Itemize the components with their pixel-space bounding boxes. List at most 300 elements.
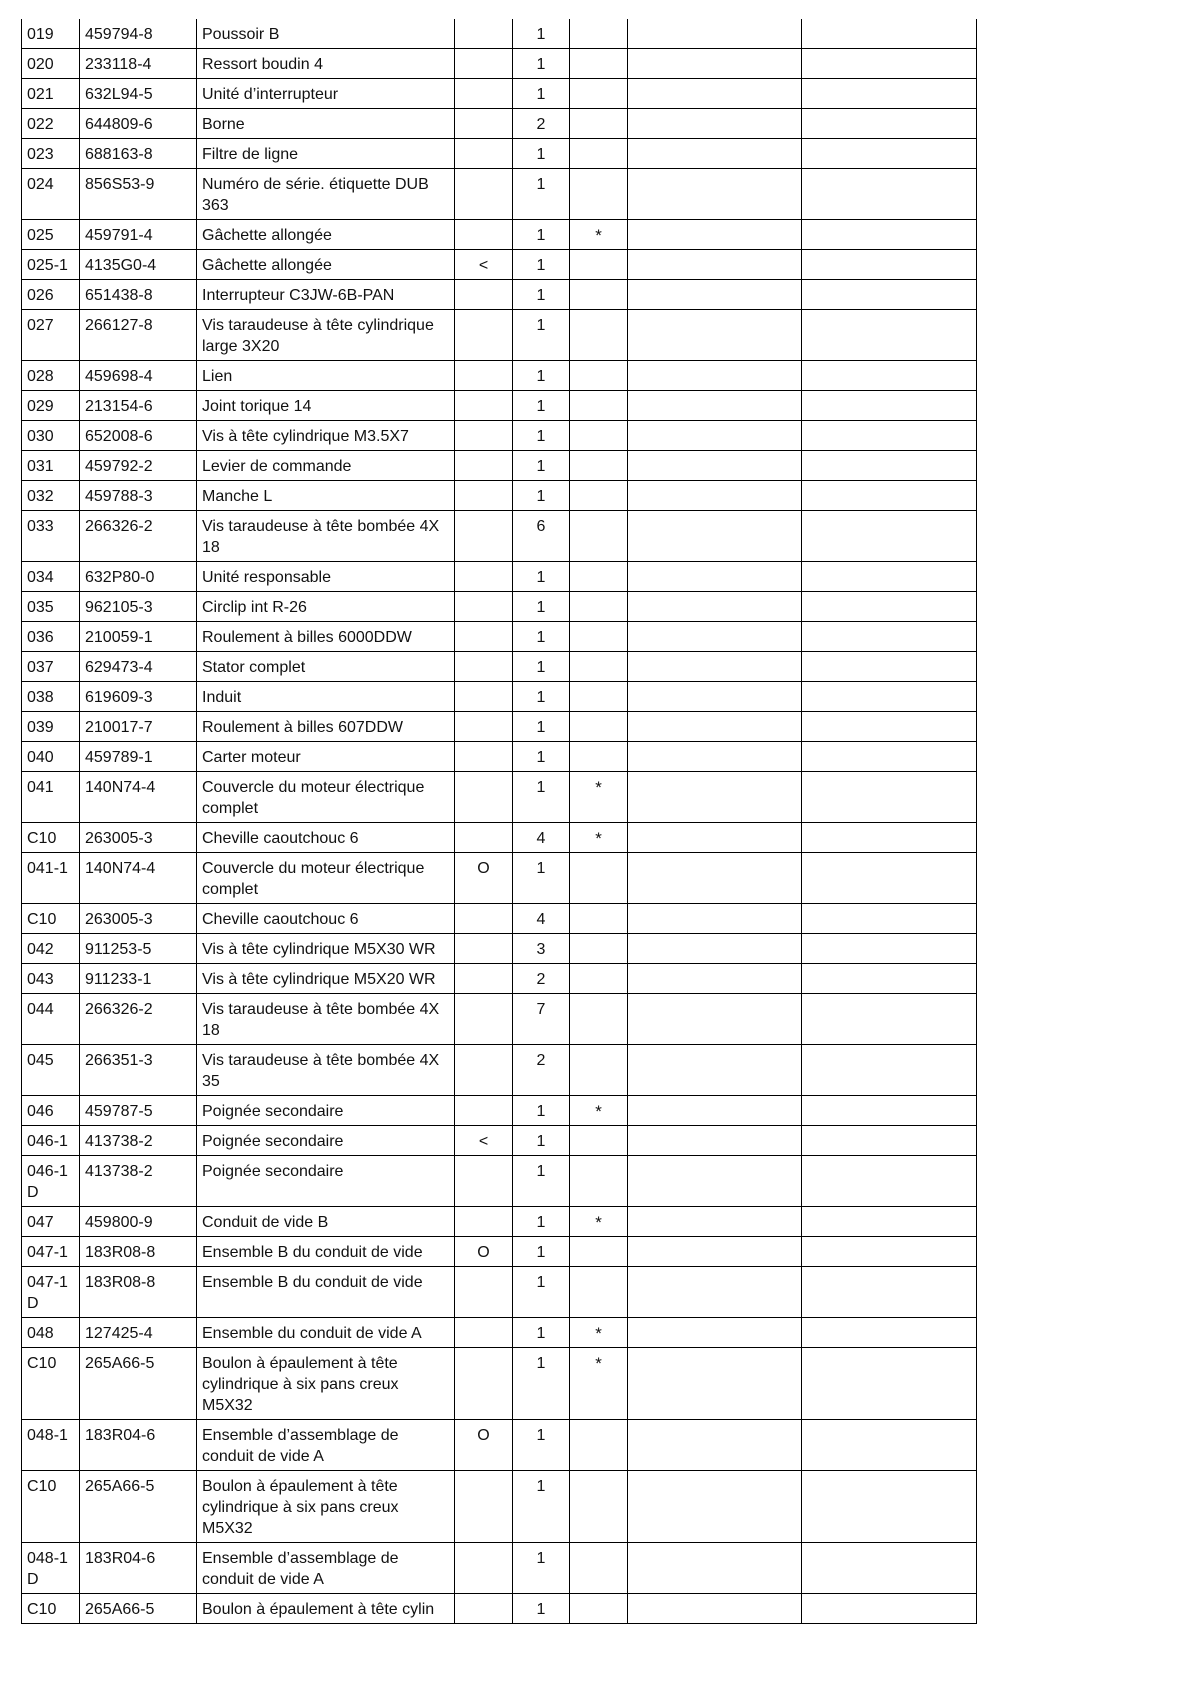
- quantity-cell: 1: [513, 1471, 570, 1543]
- item-number-cell: 028: [22, 361, 80, 391]
- note-mark-cell: [570, 49, 628, 79]
- blank-cell: [628, 1267, 802, 1318]
- blank-cell: [628, 280, 802, 310]
- note-mark-cell: [570, 1471, 628, 1543]
- blank-cell: [628, 1156, 802, 1207]
- blank-cell: [628, 220, 802, 250]
- table-row: [22, 853, 977, 904]
- blank-cell: [802, 421, 977, 451]
- change-code-cell: [455, 772, 513, 823]
- blank-cell: [802, 451, 977, 481]
- part-number-cell: 459794-8: [80, 19, 197, 49]
- blank-cell: [802, 823, 977, 853]
- blank-cell: [802, 994, 977, 1045]
- description-cell: Boulon à épaulement à tête cylin: [197, 1594, 455, 1624]
- item-number-cell: 046: [22, 1096, 80, 1126]
- change-code-cell: [455, 964, 513, 994]
- blank-cell: [802, 1594, 977, 1624]
- item-number-cell: 036: [22, 622, 80, 652]
- description-cell: Boulon à épaulement à tête cylindrique à six pans creux M5X32: [197, 1348, 455, 1420]
- description-cell: Ensemble B du conduit de vide: [197, 1237, 455, 1267]
- description-cell: Unité d’interrupteur: [197, 79, 455, 109]
- quantity-cell: 1: [513, 220, 570, 250]
- description-cell: Induit: [197, 682, 455, 712]
- note-mark-cell: *: [570, 1207, 628, 1237]
- quantity-cell: 2: [513, 1045, 570, 1096]
- change-code-cell: [455, 391, 513, 421]
- note-mark-cell: [570, 139, 628, 169]
- table-row: [22, 1126, 977, 1156]
- part-number-cell: 856S53-9: [80, 169, 197, 220]
- table-row: [22, 1348, 977, 1420]
- note-mark-cell: *: [570, 1318, 628, 1348]
- description-cell: Vis à tête cylindrique M5X30 WR: [197, 934, 455, 964]
- quantity-cell: 7: [513, 994, 570, 1045]
- item-number-cell: 025-1: [22, 250, 80, 280]
- quantity-cell: 1: [513, 1420, 570, 1471]
- part-number-cell: 962105-3: [80, 592, 197, 622]
- table-row: [22, 934, 977, 964]
- change-code-cell: [455, 562, 513, 592]
- description-cell: Lien: [197, 361, 455, 391]
- note-mark-cell: [570, 652, 628, 682]
- description-cell: Vis taraudeuse à tête bombée 4X 18: [197, 511, 455, 562]
- change-code-cell: [455, 421, 513, 451]
- item-number-cell: 047-1 D: [22, 1267, 80, 1318]
- quantity-cell: 6: [513, 511, 570, 562]
- table-row: [22, 361, 977, 391]
- description-cell: Borne: [197, 109, 455, 139]
- blank-cell: [628, 139, 802, 169]
- table-row: [22, 280, 977, 310]
- item-number-cell: 030: [22, 421, 80, 451]
- note-mark-cell: [570, 1045, 628, 1096]
- blank-cell: [628, 1420, 802, 1471]
- note-mark-cell: [570, 1543, 628, 1594]
- quantity-cell: 1: [513, 1594, 570, 1624]
- item-number-cell: 026: [22, 280, 80, 310]
- note-mark-cell: [570, 361, 628, 391]
- part-number-cell: 459792-2: [80, 451, 197, 481]
- part-number-cell: 911253-5: [80, 934, 197, 964]
- table-row: [22, 250, 977, 280]
- item-number-cell: 046-1 D: [22, 1156, 80, 1207]
- blank-cell: [628, 250, 802, 280]
- table-row: [22, 169, 977, 220]
- description-cell: Joint torique 14: [197, 391, 455, 421]
- description-cell: Gâchette allongée: [197, 220, 455, 250]
- blank-cell: [802, 139, 977, 169]
- table-row: [22, 1267, 977, 1318]
- change-code-cell: O: [455, 1237, 513, 1267]
- quantity-cell: 1: [513, 139, 570, 169]
- description-cell: Couvercle du moteur électrique complet: [197, 772, 455, 823]
- change-code-cell: [455, 1594, 513, 1624]
- blank-cell: [802, 1420, 977, 1471]
- blank-cell: [628, 853, 802, 904]
- table-row: [22, 772, 977, 823]
- quantity-cell: 1: [513, 622, 570, 652]
- part-number-cell: 265A66-5: [80, 1471, 197, 1543]
- quantity-cell: 1: [513, 421, 570, 451]
- part-number-cell: 459787-5: [80, 1096, 197, 1126]
- part-number-cell: 210017-7: [80, 712, 197, 742]
- note-mark-cell: *: [570, 220, 628, 250]
- blank-cell: [802, 853, 977, 904]
- blank-cell: [802, 1318, 977, 1348]
- change-code-cell: [455, 1156, 513, 1207]
- table-row: [22, 1156, 977, 1207]
- table-row: [22, 220, 977, 250]
- part-number-cell: 632L94-5: [80, 79, 197, 109]
- change-code-cell: [455, 934, 513, 964]
- part-number-cell: 183R08-8: [80, 1267, 197, 1318]
- blank-cell: [628, 511, 802, 562]
- description-cell: Poignée secondaire: [197, 1126, 455, 1156]
- quantity-cell: 1: [513, 49, 570, 79]
- change-code-cell: <: [455, 250, 513, 280]
- quantity-cell: 1: [513, 1156, 570, 1207]
- description-cell: Ensemble B du conduit de vide: [197, 1267, 455, 1318]
- quantity-cell: 1: [513, 592, 570, 622]
- blank-cell: [628, 934, 802, 964]
- item-number-cell: 021: [22, 79, 80, 109]
- part-number-cell: 140N74-4: [80, 772, 197, 823]
- note-mark-cell: [570, 310, 628, 361]
- change-code-cell: [455, 481, 513, 511]
- table-row: [22, 19, 977, 49]
- part-number-cell: 413738-2: [80, 1126, 197, 1156]
- item-number-cell: 037: [22, 652, 80, 682]
- blank-cell: [802, 1156, 977, 1207]
- part-number-cell: 652008-6: [80, 421, 197, 451]
- blank-cell: [628, 652, 802, 682]
- description-cell: Couvercle du moteur électrique complet: [197, 853, 455, 904]
- change-code-cell: [455, 169, 513, 220]
- blank-cell: [802, 361, 977, 391]
- change-code-cell: [455, 1348, 513, 1420]
- change-code-cell: [455, 742, 513, 772]
- quantity-cell: 1: [513, 79, 570, 109]
- item-number-cell: C10: [22, 904, 80, 934]
- blank-cell: [628, 592, 802, 622]
- blank-cell: [802, 1126, 977, 1156]
- item-number-cell: 032: [22, 481, 80, 511]
- note-mark-cell: [570, 1267, 628, 1318]
- change-code-cell: [455, 361, 513, 391]
- part-number-cell: 140N74-4: [80, 853, 197, 904]
- part-number-cell: 413738-2: [80, 1156, 197, 1207]
- description-cell: Levier de commande: [197, 451, 455, 481]
- change-code-cell: [455, 220, 513, 250]
- quantity-cell: 1: [513, 1348, 570, 1420]
- change-code-cell: O: [455, 1420, 513, 1471]
- part-number-cell: 266326-2: [80, 994, 197, 1045]
- blank-cell: [802, 964, 977, 994]
- blank-cell: [802, 250, 977, 280]
- description-cell: Poignée secondaire: [197, 1156, 455, 1207]
- blank-cell: [628, 1126, 802, 1156]
- description-cell: Gâchette allongée: [197, 250, 455, 280]
- note-mark-cell: [570, 934, 628, 964]
- change-code-cell: [455, 1471, 513, 1543]
- note-mark-cell: *: [570, 772, 628, 823]
- part-number-cell: 688163-8: [80, 139, 197, 169]
- item-number-cell: 044: [22, 994, 80, 1045]
- description-cell: Vis à tête cylindrique M5X20 WR: [197, 964, 455, 994]
- note-mark-cell: [570, 169, 628, 220]
- blank-cell: [628, 994, 802, 1045]
- quantity-cell: 1: [513, 1318, 570, 1348]
- quantity-cell: 1: [513, 451, 570, 481]
- table-row: [22, 994, 977, 1045]
- change-code-cell: O: [455, 853, 513, 904]
- table-row: [22, 904, 977, 934]
- part-number-cell: 183R04-6: [80, 1543, 197, 1594]
- note-mark-cell: [570, 250, 628, 280]
- note-mark-cell: [570, 1126, 628, 1156]
- item-number-cell: 042: [22, 934, 80, 964]
- change-code-cell: [455, 139, 513, 169]
- quantity-cell: 1: [513, 1096, 570, 1126]
- table-row: [22, 421, 977, 451]
- note-mark-cell: [570, 1237, 628, 1267]
- blank-cell: [628, 823, 802, 853]
- table-row: [22, 310, 977, 361]
- blank-cell: [628, 1237, 802, 1267]
- table-row: [22, 622, 977, 652]
- quantity-cell: 1: [513, 712, 570, 742]
- change-code-cell: [455, 592, 513, 622]
- description-cell: Roulement à billes 607DDW: [197, 712, 455, 742]
- description-cell: Vis taraudeuse à tête bombée 4X 35: [197, 1045, 455, 1096]
- quantity-cell: 1: [513, 1267, 570, 1318]
- quantity-cell: 1: [513, 742, 570, 772]
- change-code-cell: [455, 622, 513, 652]
- table-row: [22, 79, 977, 109]
- table-row: [22, 742, 977, 772]
- blank-cell: [802, 622, 977, 652]
- change-code-cell: [455, 823, 513, 853]
- description-cell: Filtre de ligne: [197, 139, 455, 169]
- item-number-cell: C10: [22, 1594, 80, 1624]
- quantity-cell: 2: [513, 964, 570, 994]
- change-code-cell: [455, 280, 513, 310]
- change-code-cell: [455, 1045, 513, 1096]
- note-mark-cell: [570, 511, 628, 562]
- note-mark-cell: [570, 391, 628, 421]
- table-row: [22, 1045, 977, 1096]
- note-mark-cell: [570, 622, 628, 652]
- item-number-cell: 035: [22, 592, 80, 622]
- description-cell: Vis à tête cylindrique M3.5X7: [197, 421, 455, 451]
- blank-cell: [802, 310, 977, 361]
- description-cell: Manche L: [197, 481, 455, 511]
- description-cell: Cheville caoutchouc 6: [197, 823, 455, 853]
- note-mark-cell: [570, 451, 628, 481]
- description-cell: Vis taraudeuse à tête bombée 4X 18: [197, 994, 455, 1045]
- blank-cell: [802, 1096, 977, 1126]
- blank-cell: [802, 220, 977, 250]
- part-number-cell: 459788-3: [80, 481, 197, 511]
- item-number-cell: 034: [22, 562, 80, 592]
- blank-cell: [628, 712, 802, 742]
- blank-cell: [802, 1471, 977, 1543]
- part-number-cell: 263005-3: [80, 823, 197, 853]
- description-cell: Ressort boudin 4: [197, 49, 455, 79]
- quantity-cell: 1: [513, 1543, 570, 1594]
- quantity-cell: 1: [513, 361, 570, 391]
- blank-cell: [802, 109, 977, 139]
- table-row: [22, 1237, 977, 1267]
- item-number-cell: 045: [22, 1045, 80, 1096]
- blank-cell: [802, 1348, 977, 1420]
- quantity-cell: 4: [513, 904, 570, 934]
- table-row: [22, 49, 977, 79]
- note-mark-cell: [570, 280, 628, 310]
- change-code-cell: [455, 1318, 513, 1348]
- part-number-cell: 619609-3: [80, 682, 197, 712]
- table-row: [22, 1471, 977, 1543]
- description-cell: Cheville caoutchouc 6: [197, 904, 455, 934]
- blank-cell: [802, 1237, 977, 1267]
- quantity-cell: 1: [513, 562, 570, 592]
- table-row: [22, 1096, 977, 1126]
- item-number-cell: C10: [22, 1471, 80, 1543]
- blank-cell: [628, 109, 802, 139]
- description-cell: Unité responsable: [197, 562, 455, 592]
- quantity-cell: 3: [513, 934, 570, 964]
- note-mark-cell: [570, 421, 628, 451]
- change-code-cell: [455, 652, 513, 682]
- part-number-cell: 210059-1: [80, 622, 197, 652]
- item-number-cell: 033: [22, 511, 80, 562]
- part-number-cell: 213154-6: [80, 391, 197, 421]
- change-code-cell: [455, 310, 513, 361]
- blank-cell: [802, 1045, 977, 1096]
- table-row: [22, 511, 977, 562]
- quantity-cell: 2: [513, 109, 570, 139]
- note-mark-cell: [570, 562, 628, 592]
- description-cell: Carter moteur: [197, 742, 455, 772]
- change-code-cell: [455, 1096, 513, 1126]
- quantity-cell: 1: [513, 853, 570, 904]
- note-mark-cell: [570, 481, 628, 511]
- item-number-cell: 048-1 D: [22, 1543, 80, 1594]
- item-number-cell: 041: [22, 772, 80, 823]
- part-number-cell: 266127-8: [80, 310, 197, 361]
- change-code-cell: [455, 511, 513, 562]
- part-number-cell: 459698-4: [80, 361, 197, 391]
- item-number-cell: 022: [22, 109, 80, 139]
- quantity-cell: 1: [513, 682, 570, 712]
- item-number-cell: 027: [22, 310, 80, 361]
- part-number-cell: 459800-9: [80, 1207, 197, 1237]
- part-number-cell: 632P80-0: [80, 562, 197, 592]
- blank-cell: [802, 169, 977, 220]
- description-cell: Conduit de vide B: [197, 1207, 455, 1237]
- table-row: [22, 1207, 977, 1237]
- description-cell: Poignée secondaire: [197, 1096, 455, 1126]
- table-row: [22, 712, 977, 742]
- blank-cell: [628, 742, 802, 772]
- note-mark-cell: *: [570, 1348, 628, 1420]
- part-number-cell: 629473-4: [80, 652, 197, 682]
- blank-cell: [628, 1471, 802, 1543]
- description-cell: Boulon à épaulement à tête cylindrique à six pans creux M5X32: [197, 1471, 455, 1543]
- blank-cell: [628, 391, 802, 421]
- quantity-cell: 1: [513, 310, 570, 361]
- note-mark-cell: [570, 853, 628, 904]
- blank-cell: [802, 1207, 977, 1237]
- quantity-cell: 1: [513, 169, 570, 220]
- description-cell: Ensemble d’assemblage de conduit de vide A: [197, 1420, 455, 1471]
- table-row: [22, 562, 977, 592]
- change-code-cell: [455, 904, 513, 934]
- change-code-cell: [455, 1543, 513, 1594]
- blank-cell: [628, 421, 802, 451]
- description-cell: Circlip int R-26: [197, 592, 455, 622]
- change-code-cell: [455, 994, 513, 1045]
- part-number-cell: 183R08-8: [80, 1237, 197, 1267]
- description-cell: Interrupteur C3JW-6B-PAN: [197, 280, 455, 310]
- part-number-cell: 265A66-5: [80, 1594, 197, 1624]
- note-mark-cell: [570, 19, 628, 49]
- change-code-cell: [455, 451, 513, 481]
- note-mark-cell: [570, 994, 628, 1045]
- table-row: [22, 652, 977, 682]
- blank-cell: [802, 772, 977, 823]
- description-cell: Roulement à billes 6000DDW: [197, 622, 455, 652]
- part-number-cell: 266326-2: [80, 511, 197, 562]
- part-number-cell: 459791-4: [80, 220, 197, 250]
- description-cell: Vis taraudeuse à tête cylindrique large 3X20: [197, 310, 455, 361]
- change-code-cell: [455, 682, 513, 712]
- blank-cell: [802, 391, 977, 421]
- note-mark-cell: [570, 592, 628, 622]
- part-number-cell: 4135G0-4: [80, 250, 197, 280]
- table-row: [22, 964, 977, 994]
- quantity-cell: 1: [513, 652, 570, 682]
- item-number-cell: 019: [22, 19, 80, 49]
- table-row: [22, 823, 977, 853]
- blank-cell: [628, 562, 802, 592]
- blank-cell: [802, 592, 977, 622]
- part-number-cell: 263005-3: [80, 904, 197, 934]
- blank-cell: [628, 1318, 802, 1348]
- blank-cell: [802, 79, 977, 109]
- note-mark-cell: *: [570, 1096, 628, 1126]
- blank-cell: [628, 1348, 802, 1420]
- item-number-cell: 025: [22, 220, 80, 250]
- blank-cell: [802, 481, 977, 511]
- description-cell: Numéro de série. étiquette DUB 363: [197, 169, 455, 220]
- blank-cell: [802, 49, 977, 79]
- blank-cell: [628, 361, 802, 391]
- note-mark-cell: *: [570, 823, 628, 853]
- item-number-cell: 048: [22, 1318, 80, 1348]
- change-code-cell: [455, 109, 513, 139]
- note-mark-cell: [570, 109, 628, 139]
- item-number-cell: C10: [22, 1348, 80, 1420]
- blank-cell: [628, 481, 802, 511]
- blank-cell: [802, 562, 977, 592]
- item-number-cell: 031: [22, 451, 80, 481]
- blank-cell: [802, 742, 977, 772]
- description-cell: Ensemble du conduit de vide A: [197, 1318, 455, 1348]
- blank-cell: [628, 169, 802, 220]
- table-row: [22, 109, 977, 139]
